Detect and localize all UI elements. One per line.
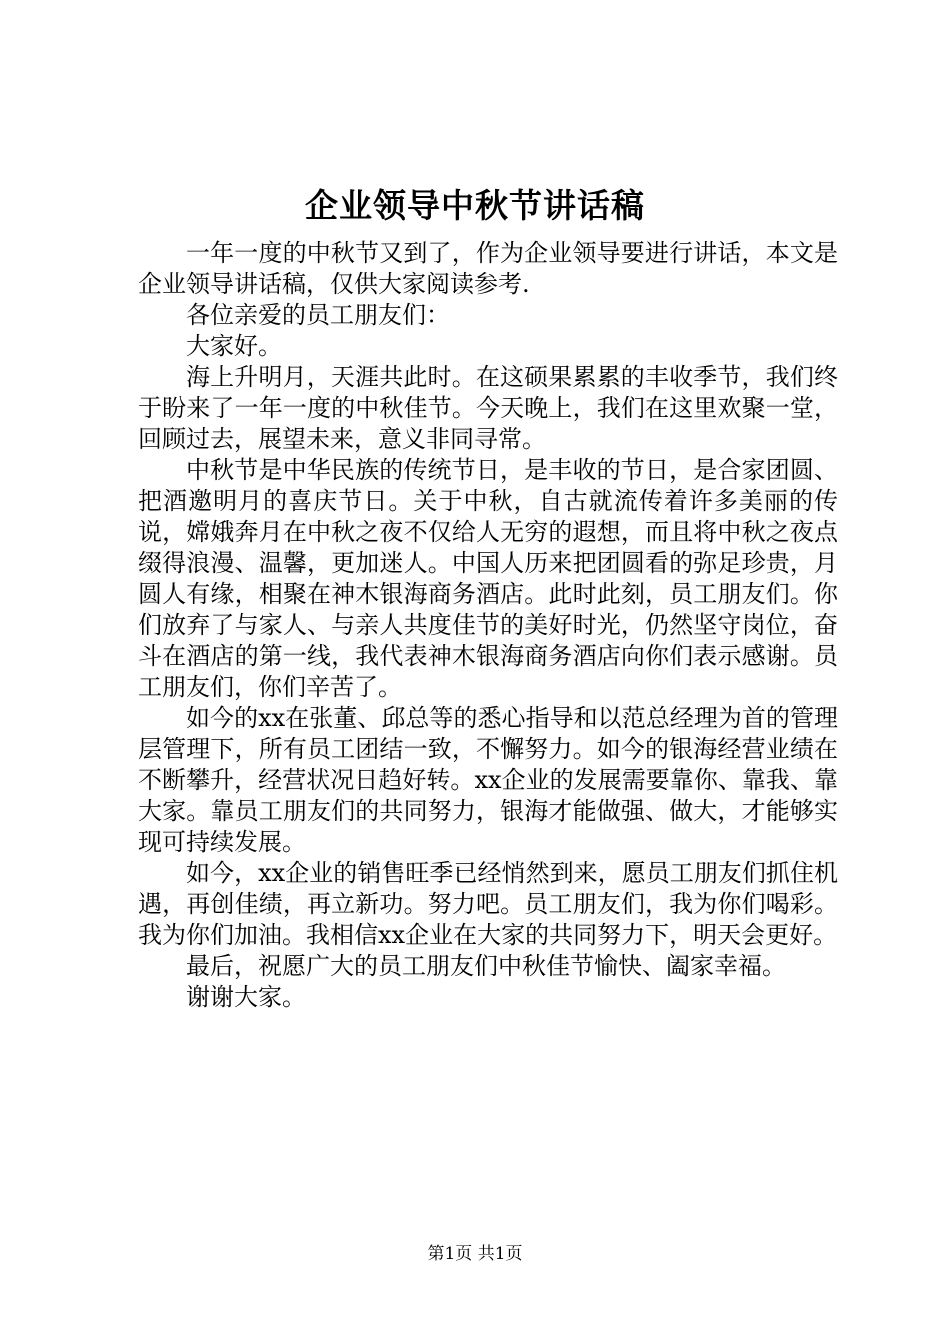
paragraph-greeting: 大家好。 (186, 332, 282, 360)
paragraph-company: 如今的xx在张董、邱总等的悉心指导和以范总经理为首的管理层管理下，所有员工团结一致，不懈努力。如今的银海经营业绩在不断攀升，经营状况日趋好转。xx企业的发展需要靠你、靠我、靠大家。靠员工朋友们的共同努力，银海才能做强、做大，才能够实现可持续发展。 (138, 704, 838, 856)
paragraph-encouragement: 如今，xx企业的销售旺季已经悄然到来，愿员工朋友们抓住机遇，再创佳绩，再立新功。努力吧。员工朋友们，我为你们喝彩。我为你们加油。我相信xx企业在大家的共同努力下，明天会更好。 (138, 859, 838, 949)
paragraph-festival: 中秋节是中华民族的传统节日，是丰收的节日，是合家团圆、把酒邀明月的喜庆节日。关于中秋，自古就流传着许多美丽的传说，嫦娥奔月在中秋之夜不仅给人无穷的遐想，而且将中秋之夜点缀得浪漫、温馨，更加迷人。中国人历来把团圆看的弥足珍贵，月圆人有缘，相聚在神木银海商务酒店。此时此刻，员工朋友们。你们放弃了与家人、与亲人共度佳节的美好时光，仍然坚守岗位，奋斗在酒店的第一线，我代表神木银海商务酒店向你们表示感谢。员工朋友们，你们辛苦了。 (138, 456, 838, 701)
page-footer: 第1页 共1页 (427, 1244, 523, 1264)
paragraph-closing: 谢谢大家。 (186, 983, 306, 1011)
paragraph-wishes: 最后，祝愿广大的员工朋友们中秋佳节愉快、阖家幸福。 (186, 952, 786, 980)
paragraph-intro: 一年一度的中秋节又到了，作为企业领导要进行讲话，本文是企业领导讲话稿，仅供大家阅读参考. (138, 239, 838, 298)
paragraph-salutation: 各位亲爱的员工朋友们： (186, 301, 450, 329)
document-body (138, 238, 838, 1013)
paragraph-opening: 海上升明月，天涯共此时。在这硕果累累的丰收季节，我们终于盼来了一年一度的中秋佳节。今天晚上，我们在这里欢聚一堂，回顾过去，展望未来，意义非同寻常。 (138, 363, 838, 453)
document-title: 企业领导中秋节讲话稿 (305, 186, 645, 225)
